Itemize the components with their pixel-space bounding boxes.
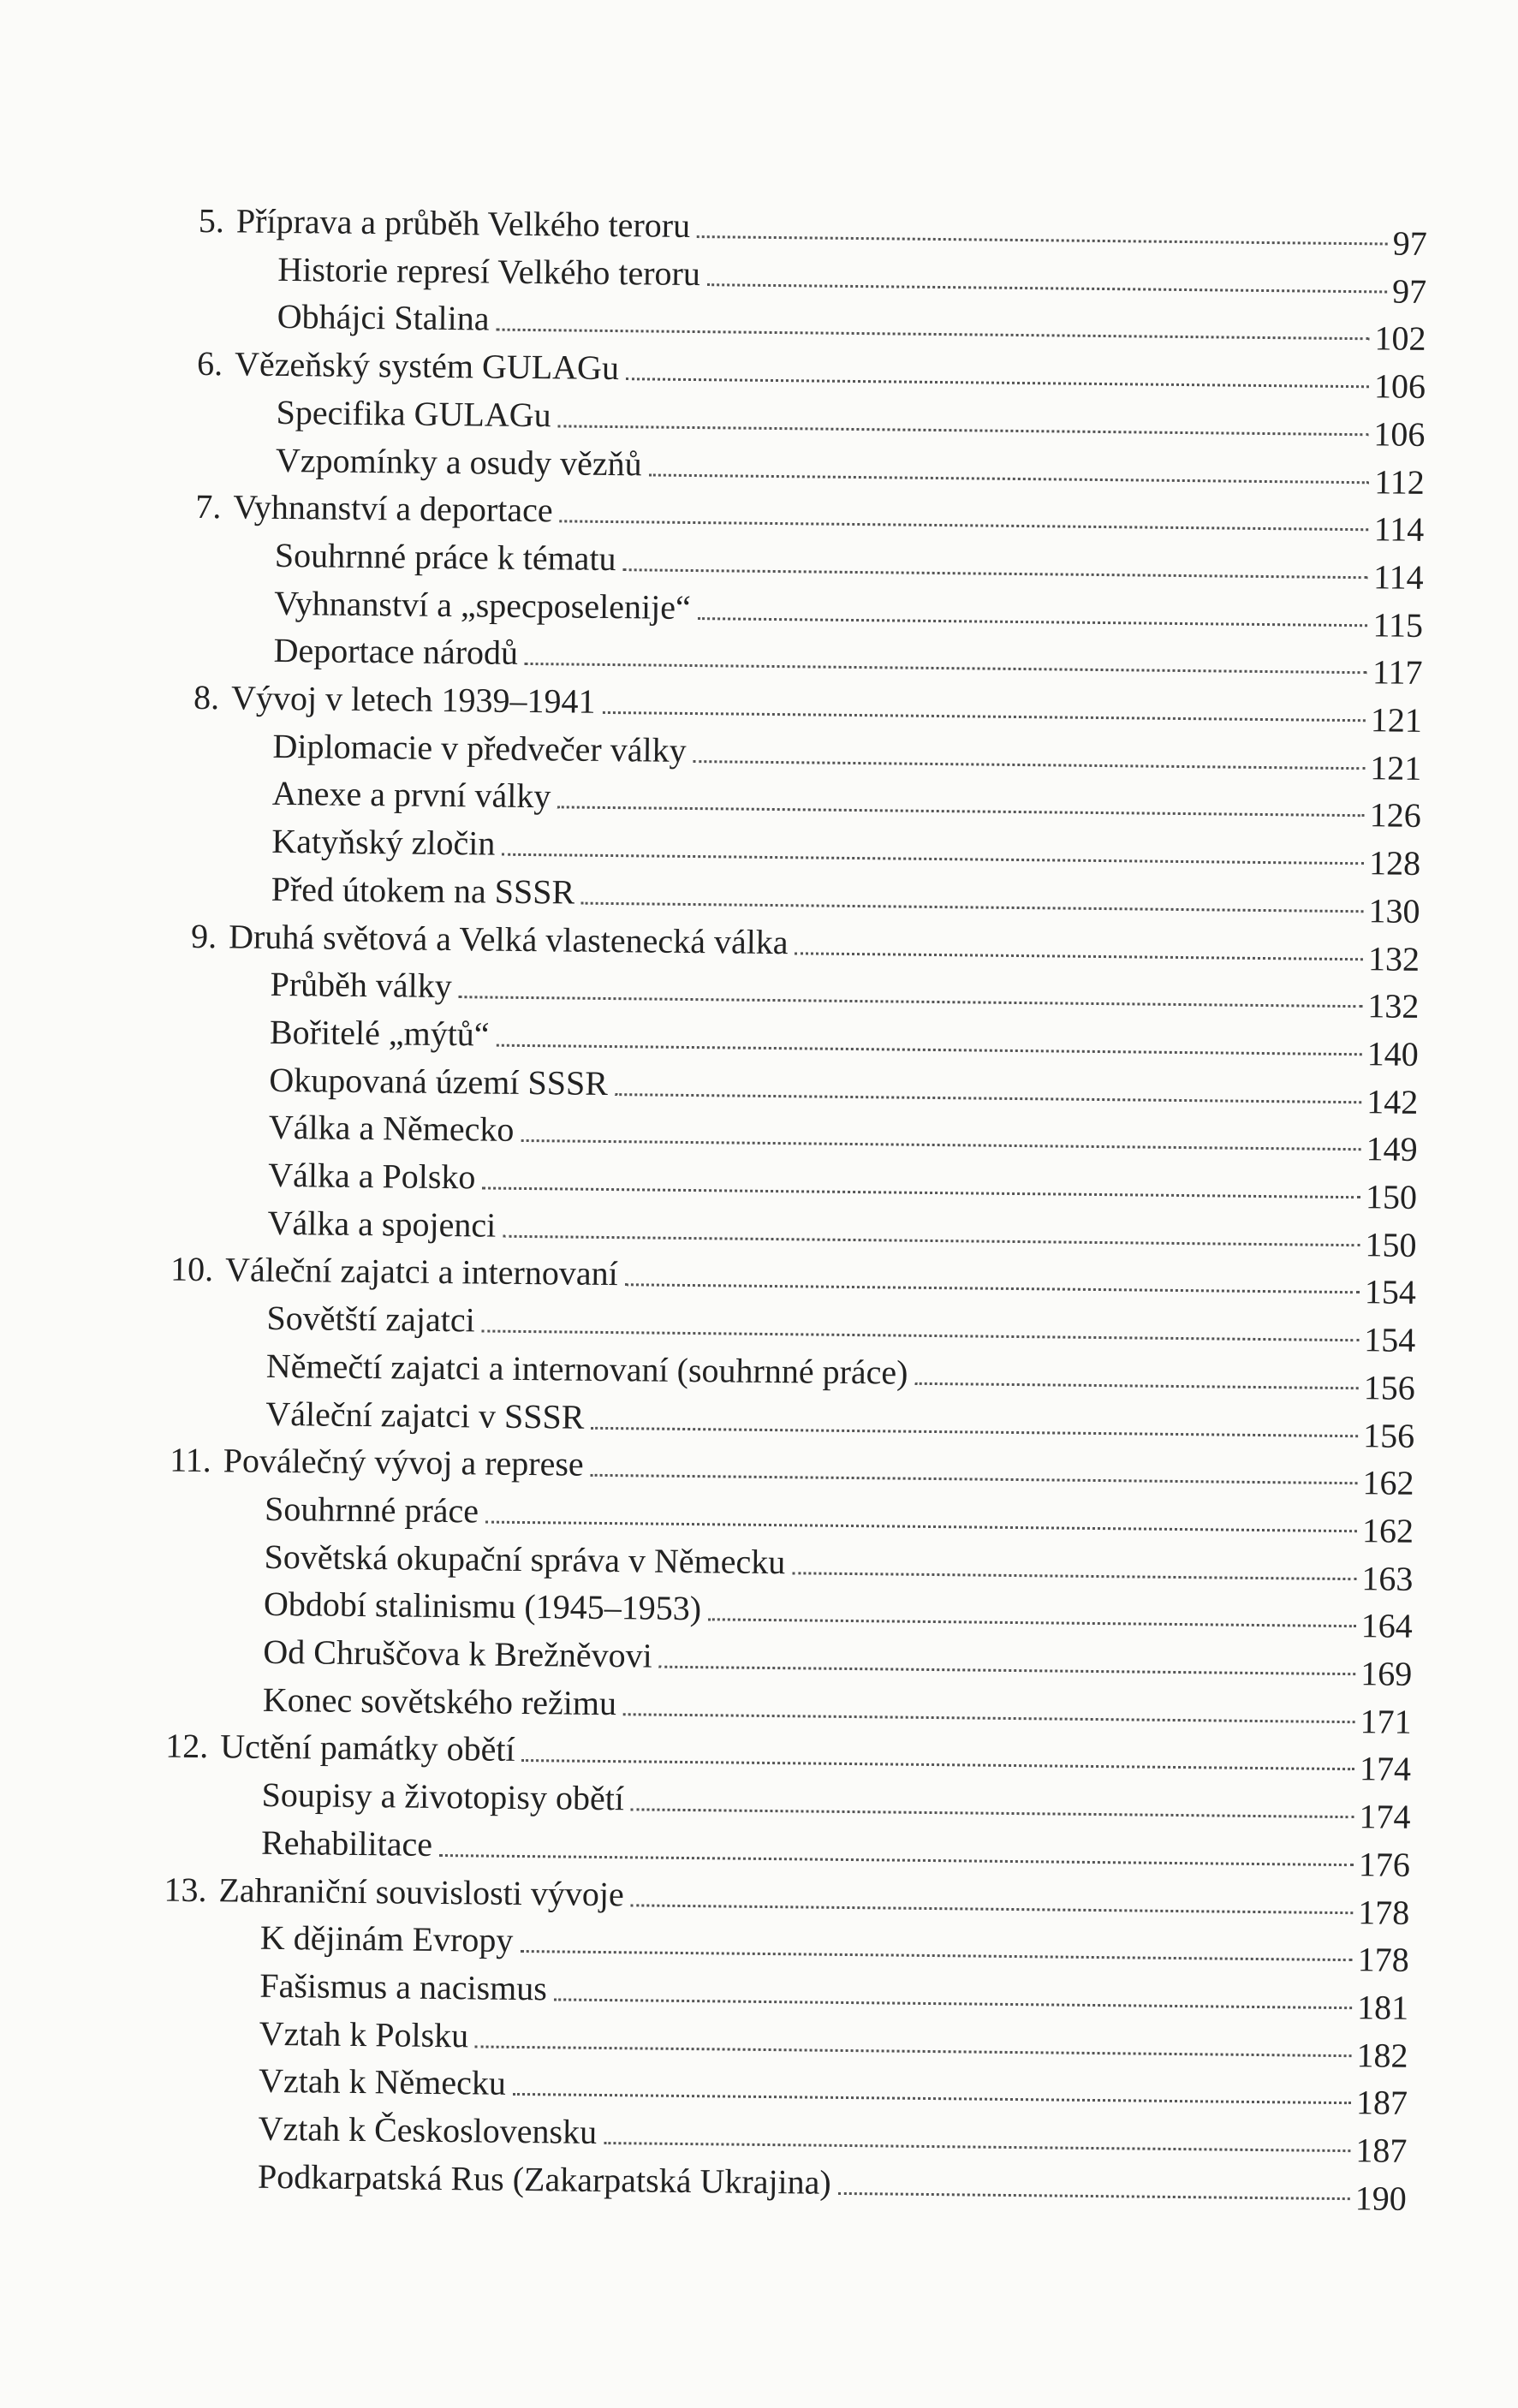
dot-leader xyxy=(559,520,1368,532)
dot-leader xyxy=(520,1950,1352,1961)
entry-title: Poválečný vývoj a represe xyxy=(223,1441,584,1483)
chapter-number: 13. xyxy=(164,1870,207,1909)
dot-leader xyxy=(623,1713,1355,1723)
dot-leader xyxy=(591,1426,1358,1436)
dot-leader xyxy=(622,568,1368,579)
chapter-number: 8. xyxy=(193,677,220,717)
entry-title: Od Chruščova k Brežněvovi xyxy=(263,1632,652,1675)
page-number: 187 xyxy=(1355,2083,1408,2123)
dot-leader xyxy=(659,1666,1356,1676)
page-number: 106 xyxy=(1373,366,1426,407)
dot-leader xyxy=(838,2192,1350,2200)
page-number: 163 xyxy=(1361,1558,1414,1598)
entry-title: Vztah k Československu xyxy=(258,2108,598,2151)
entry-title: Průběh války xyxy=(270,965,453,1006)
page-number: 97 xyxy=(1392,223,1427,263)
chapter-number: 9. xyxy=(190,916,217,955)
chapter-number: 7. xyxy=(195,487,222,526)
page-number: 181 xyxy=(1356,1988,1409,2027)
dot-leader xyxy=(591,1474,1358,1484)
page-number: 106 xyxy=(1373,414,1426,454)
dot-leader xyxy=(697,235,1388,245)
page-number: 150 xyxy=(1365,1224,1417,1264)
entry-title: Vyhnanství a deportace xyxy=(233,487,553,530)
dot-leader xyxy=(482,1330,1360,1342)
dot-leader xyxy=(708,1619,1356,1628)
page-number: 128 xyxy=(1368,843,1421,883)
page-number: 169 xyxy=(1360,1654,1413,1693)
dot-leader xyxy=(631,1808,1354,1818)
page-number: 162 xyxy=(1361,1511,1414,1550)
page-number: 154 xyxy=(1364,1320,1416,1359)
dot-leader xyxy=(513,2093,1351,2104)
dot-leader xyxy=(557,425,1368,436)
page-number: 121 xyxy=(1370,700,1423,740)
page-number: 97 xyxy=(1391,271,1427,311)
dot-leader xyxy=(496,329,1369,341)
entry-title: Váleční zajatci v SSSR xyxy=(265,1394,585,1436)
entry-title: Vztah k Německu xyxy=(258,2061,507,2103)
entry-title: Soupisy a životopisy obětí xyxy=(261,1775,625,1818)
page-number: 164 xyxy=(1360,1606,1414,1646)
page-number: 114 xyxy=(1372,557,1424,597)
chapter-number: 6. xyxy=(196,344,223,383)
entry-title: K dějinám Evropy xyxy=(259,1917,514,1960)
entry-title: Vývoj v letech 1939–1941 xyxy=(230,678,596,721)
dot-leader xyxy=(581,901,1363,913)
dot-leader xyxy=(792,1572,1356,1580)
page-number: 112 xyxy=(1374,461,1426,502)
dot-leader xyxy=(482,1186,1360,1198)
entry-title: Němečtí zajatci a internovaní (souhrnné práce) xyxy=(265,1346,908,1392)
dot-leader xyxy=(698,617,1368,627)
page-number: 176 xyxy=(1358,1845,1411,1884)
chapter-number: 11. xyxy=(170,1440,211,1480)
dot-leader xyxy=(496,1044,1361,1056)
entry-title: Vztah k Polsku xyxy=(259,2013,469,2054)
entry-title: Souhrnné práce xyxy=(264,1489,479,1531)
page-number: 182 xyxy=(1356,2035,1408,2075)
dot-leader xyxy=(615,1093,1361,1103)
page-number: 102 xyxy=(1374,318,1426,359)
entry-title: Fašismus a nacismus xyxy=(259,1965,548,2008)
entry-title: Obhájci Stalina xyxy=(277,297,490,338)
page-number: 132 xyxy=(1367,986,1420,1026)
dot-leader xyxy=(795,952,1363,960)
page-number: 121 xyxy=(1370,747,1422,788)
entry-title: Rehabilitace xyxy=(260,1822,433,1864)
entry-title: Uctění památky obětí xyxy=(220,1727,515,1769)
entry-title: Válka a spojenci xyxy=(267,1203,497,1245)
entry-title: Historie represí Velkého teroru xyxy=(277,249,701,293)
page-number: 156 xyxy=(1362,1415,1415,1455)
dot-leader xyxy=(503,1234,1360,1246)
entry-title: Válka a Německo xyxy=(268,1108,515,1150)
entry-title: Sovětská okupační správa v Německu xyxy=(264,1537,786,1581)
page-number: 174 xyxy=(1359,1749,1412,1789)
dot-leader xyxy=(475,2045,1352,2057)
page-number: 171 xyxy=(1360,1701,1412,1741)
dot-leader xyxy=(439,1854,1354,1866)
chapter-number: 10. xyxy=(170,1250,214,1289)
entry-title: Okupovaná území SSSR xyxy=(269,1060,609,1103)
entry-title: Specifika GULAGu xyxy=(276,392,551,435)
page-number: 178 xyxy=(1358,1892,1410,1932)
entry-title: Sovětští zajatci xyxy=(266,1298,475,1340)
dot-leader xyxy=(914,1382,1358,1389)
page-number: 140 xyxy=(1366,1034,1420,1073)
dot-leader xyxy=(525,663,1367,674)
page-number: 174 xyxy=(1359,1797,1411,1836)
entry-title: Katyňský zločin xyxy=(271,821,496,863)
entry-title: Bořitelé „mýtů“ xyxy=(269,1012,490,1054)
page-number: 162 xyxy=(1362,1463,1414,1503)
page-number: 187 xyxy=(1355,2131,1408,2170)
dot-leader xyxy=(459,996,1363,1008)
dot-leader xyxy=(625,1284,1360,1294)
page-number: 156 xyxy=(1363,1368,1415,1407)
page-number: 130 xyxy=(1368,891,1420,930)
entry-title: Druhá světová a Velká vlastenecká válka xyxy=(228,916,789,961)
chapter-number: 5. xyxy=(198,200,225,241)
page-number: 150 xyxy=(1365,1177,1418,1216)
entry-title: Konec sovětského režimu xyxy=(262,1680,617,1722)
page-number: 132 xyxy=(1367,938,1420,978)
page-number: 190 xyxy=(1354,2178,1408,2218)
chapter-number: 12. xyxy=(165,1727,209,1766)
dot-leader xyxy=(521,1759,1354,1770)
dot-leader xyxy=(693,760,1365,770)
dot-leader xyxy=(631,1904,1354,1914)
page-number: 114 xyxy=(1373,509,1425,550)
entry-title: Válka a Polsko xyxy=(268,1155,476,1197)
entry-title: Anexe a první války xyxy=(271,774,551,816)
entry-title: Vězeňský systém GULAGu xyxy=(234,344,620,388)
dot-leader xyxy=(557,806,1365,818)
entry-title: Vyhnanství a „specposelenije“ xyxy=(274,583,691,627)
page-number: 115 xyxy=(1372,604,1424,645)
dot-leader xyxy=(626,378,1369,388)
dot-leader xyxy=(502,853,1364,865)
entry-title: Příprava a průběh Velkého teroru xyxy=(235,201,691,245)
dot-leader xyxy=(604,2142,1350,2152)
entry-title: Diplomacie v předvečer války xyxy=(272,726,687,770)
dot-leader xyxy=(554,1998,1352,2009)
dot-leader xyxy=(602,711,1365,722)
entry-title: Období stalinismu (1945–1953) xyxy=(263,1585,702,1628)
entry-title: Vzpomínky a osudy vězňů xyxy=(275,440,642,483)
entry-title: Deportace národů xyxy=(273,631,519,673)
dot-leader xyxy=(521,1139,1360,1150)
page-number: 178 xyxy=(1357,1940,1409,1980)
dot-leader xyxy=(649,473,1370,484)
entry-title: Souhrnné práce k tématu xyxy=(274,535,616,578)
page-number: 142 xyxy=(1366,1081,1419,1121)
entry-title: Před útokem na SSSR xyxy=(271,869,575,912)
page-number: 149 xyxy=(1366,1129,1418,1169)
entry-title: Váleční zajatci a internovaní xyxy=(224,1250,618,1293)
page-number: 117 xyxy=(1372,652,1423,693)
dot-leader xyxy=(707,283,1387,293)
dot-leader xyxy=(485,1520,1357,1532)
page-number: 154 xyxy=(1364,1272,1417,1312)
entry-title: Zahraniční souvislosti vývoje xyxy=(218,1870,624,1913)
entry-title: Podkarpatská Rus (Zakarpatská Ukrajina) xyxy=(257,2156,832,2202)
page-number: 126 xyxy=(1369,795,1421,835)
